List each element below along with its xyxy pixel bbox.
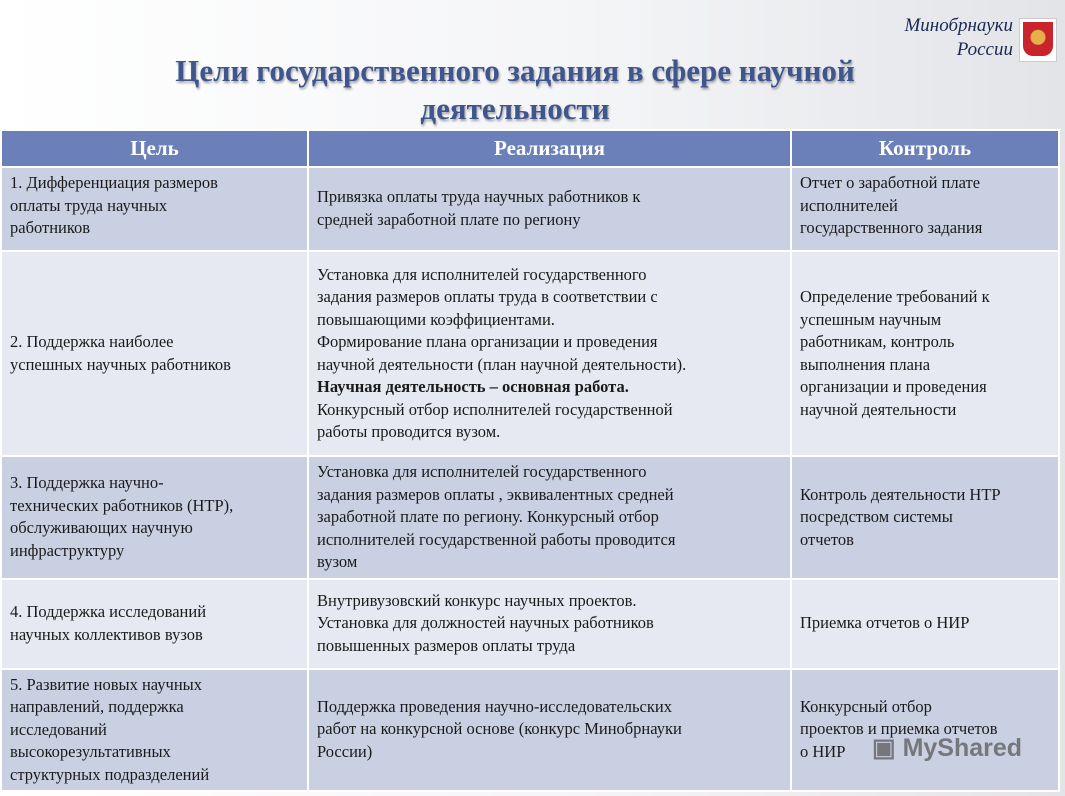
header-control: Контроль	[791, 130, 1059, 167]
table-row	[1, 251, 1059, 456]
slide-title: Цели государственного задания в сфере научной деятельности	[175, 53, 855, 126]
table-row	[1, 579, 1059, 669]
header-implementation: Реализация	[308, 130, 791, 167]
table-header	[1, 130, 1059, 167]
implementation-text: Установка для исполнителей государственного задания размеров оплаты труда в соответствии с повышающими коэффициентами. Формирование плана организации и проведения научной деятельности (план научной деятельности).	[317, 264, 687, 374]
goal-cell: 1. Дифференциация размеров оплаты труда научных работников	[1, 167, 308, 251]
implementation-cell: Поддержка проведения научно-исследовательских работ на конкурсной основе (конкурс Минобрнауки России)	[308, 669, 791, 792]
goal-cell: 2. Поддержка наиболее успешных научных работников	[1, 251, 308, 456]
control-cell: Приемка отчетов о НИР	[791, 579, 1059, 669]
goal-cell: 4. Поддержка исследований научных коллективов вузов	[1, 579, 308, 669]
implementation-cell	[308, 251, 791, 456]
control-cell: Отчет о заработной плате исполнителей государственного задания	[791, 167, 1059, 251]
implementation-bold-text: Научная деятельность – основная работа.	[317, 377, 629, 396]
goal-cell: 3. Поддержка научно- технических работников (НТР), обслуживающих научную инфраструктуру	[1, 456, 308, 579]
implementation-text-after: Конкурсный отбор исполнителей государственной работы проводится вузом.	[317, 399, 673, 441]
implementation-cell: Установка для исполнителей государственного задания размеров оплаты , эквивалентных средней заработной плате по региону. Конкурсный отбор исполнителей государственной работы проводится вузом	[308, 456, 791, 579]
table-row	[1, 167, 1059, 251]
watermark: ▣ MyShared	[872, 734, 1023, 762]
table-row	[1, 456, 1059, 579]
table-row	[1, 669, 1059, 792]
control-cell: Контроль деятельности НТР посредством системы отчетов	[791, 456, 1059, 579]
header-goal: Цель	[1, 130, 308, 167]
goals-table	[0, 129, 1060, 792]
watermark-text: MyShared	[902, 734, 1023, 762]
implementation-cell: Внутривузовский конкурс научных проектов. Установка для должностей научных работников повышенных размеров оплаты труда	[308, 579, 791, 669]
logo-line-2: России	[956, 39, 1013, 60]
logo-line-1: Минобрнауки	[904, 15, 1013, 36]
coat-of-arms-icon	[1019, 18, 1057, 62]
control-cell: Конкурсный отбор проектов и приемка отчетов о НИР	[791, 669, 1059, 792]
control-cell: Определение требований к успешным научным работникам, контроль выполнения плана организации и проведения научной деятельности	[791, 251, 1059, 456]
implementation-cell: Привязка оплаты труда научных работников к средней заработной плате по региону	[308, 167, 791, 251]
goal-cell: 5. Развитие новых научных направлений, поддержка исследований высокорезультативных структурных подразделений	[1, 669, 308, 792]
